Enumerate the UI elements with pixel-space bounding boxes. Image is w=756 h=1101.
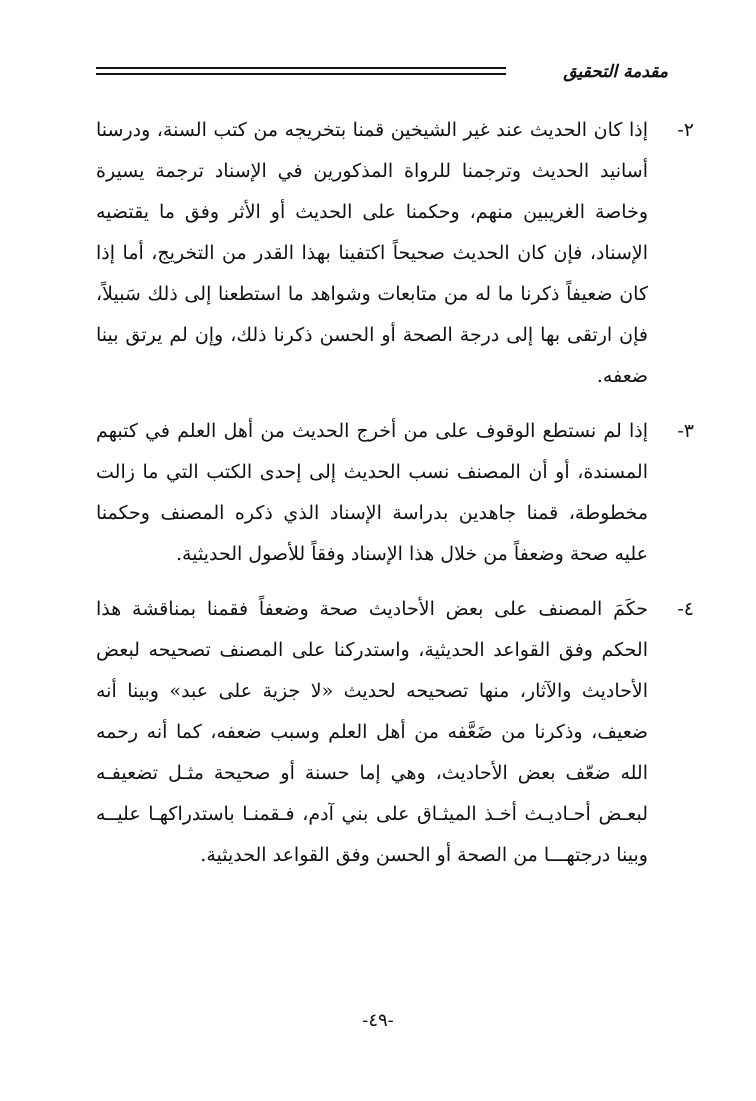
running-header <box>96 60 668 84</box>
body-text <box>96 110 694 890</box>
item-number: ٣- <box>677 420 694 442</box>
list-item <box>96 411 694 575</box>
header-double-rule <box>96 67 506 75</box>
item-text: إذا كان الحديث عند غير الشيخين قمنا بتخريجه من كتب السنة، ودرسنا أسانيد الحديث وترجمنا للرواة المذكورين في الإسناد ترجمة يسيرة وخاصة الغريبين منهم، وحكمنا على الحديث أو الأثر وفق ما يقتضيه الإسناد، فإن كان الحديث صحيحاً اكتفينا بهذا القدر من التخريج، أما إذا كان ضعيفاً ذكرنا ما له من متابعات وشواهد ما استطعنا إلى ذلك سَبيلاً، فإن ارتقى بها إلى درجة الصحة أو الحسن ذكرنا ذلك، وإن لم يرتق بينا ضعفه. <box>96 119 648 387</box>
item-text: حكَمَ المصنف على بعض الأحاديث صحة وضعفاً فقمنا بمناقشة هذا الحكم وفق القواعد الحديثية، واستدركنا على المصنف تصحيحه لبعض الأحاديث والآثار، منها تصحيحه لحديث «لا جزية على عبد» وبينا أنه ضعيف، وذكرنا من ضَعَّفه من أهل العلم وسبب ضعفه، كما أنه رحمه الله ضعّف بعض الأحاديث، وهي إما حسنة أو صحيحة مثـل تضعيفـه لبعـض أحـاديـث أخـذ الميثـاق على بني آدم، فـقمنـا باستدراكهـا عليــه وبينا درجتهـــا من الصحة أو الحسن وفق القواعد الحديثية. <box>96 598 648 866</box>
page-number: -٤٩- <box>362 1010 394 1031</box>
list-item <box>96 110 694 397</box>
item-text: إذا لم نستطع الوقوف على من أخرج الحديث من أهل العلم في كتبهم المسندة، أو أن المصنف نسب الحديث إلى إحدى الكتب التي ما زالت مخطوطة، قمنا جاهدين بدراسة الإسناد الذي ذكره المصنف وحكمنا عليه صحة وضعفاً من خلال هذا الإسناد وفقاً للأصول الحديثية. <box>96 420 648 565</box>
item-number: ٢- <box>677 119 694 141</box>
item-number: ٤- <box>677 598 694 620</box>
list-item <box>96 589 694 876</box>
header-title: مقدمة التحقيق <box>563 62 668 82</box>
